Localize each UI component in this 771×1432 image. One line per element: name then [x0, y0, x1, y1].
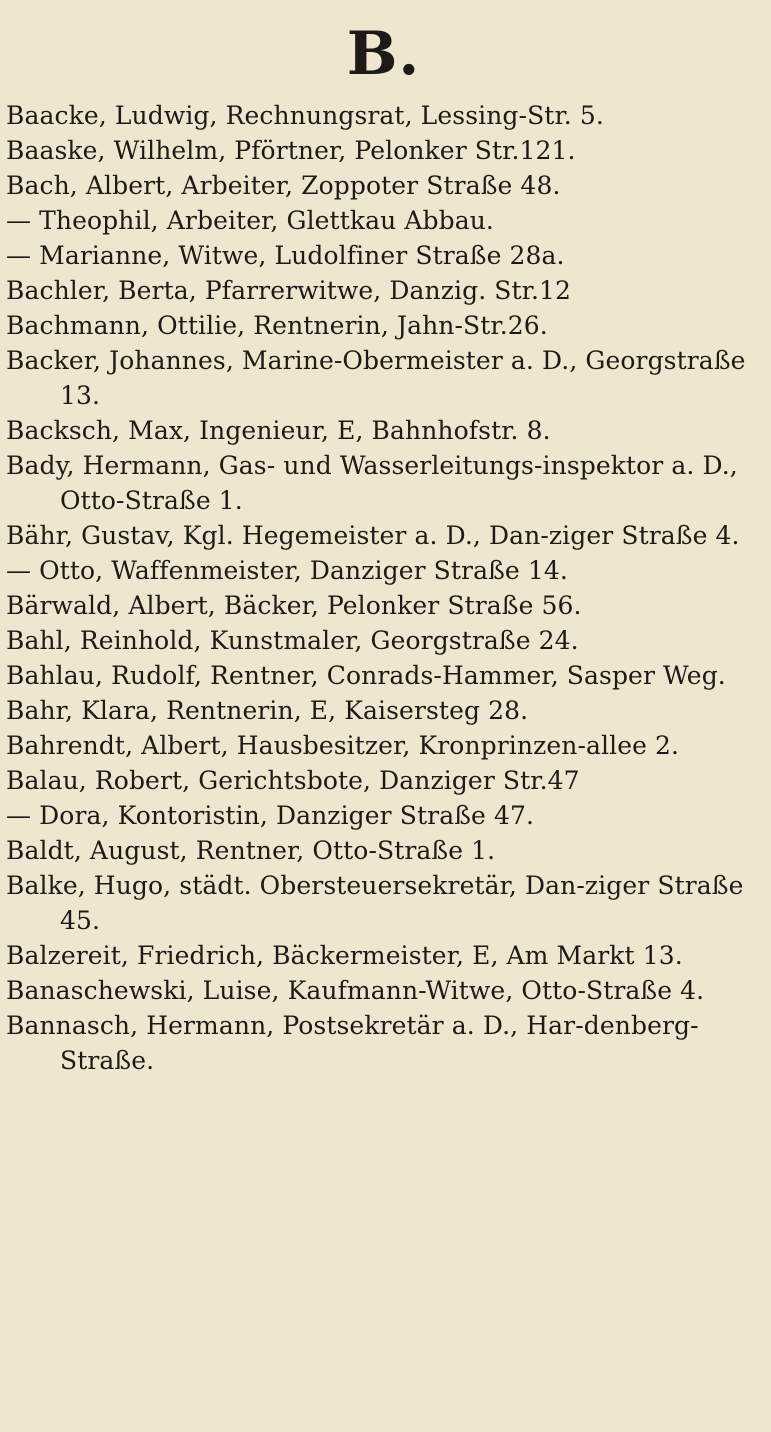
directory-entry: Bahr, Klara, Rentnerin, E, Kaisersteg 28.	[6, 696, 529, 725]
directory-entry: Bähr, Gustav, Kgl. Hegemeister a. D., Dan-ziger Straße 4.	[6, 521, 740, 550]
directory-entry: — Otto, Waffenmeister, Danziger Straße 14.	[6, 556, 568, 585]
directory-entry: — Marianne, Witwe, Ludolfiner Straße 28a.	[6, 241, 565, 270]
directory-entry: Balzereit, Friedrich, Bäckermeister, E, Am Markt 13.	[6, 941, 683, 970]
section-letter-heading: B.	[346, 19, 421, 89]
directory-entry: Bahl, Reinhold, Kunstmaler, Georgstraße 24.	[6, 626, 579, 655]
directory-entry: — Dora, Kontoristin, Danziger Straße 47.	[6, 801, 534, 830]
directory-entry: — Theophil, Arbeiter, Glettkau Abbau.	[6, 206, 494, 235]
directory-entry: Bahrendt, Albert, Hausbesitzer, Kronprinzen-allee 2.	[6, 731, 680, 760]
directory-entry: Baldt, August, Rentner, Otto-Straße 1.	[6, 836, 496, 865]
directory-entry: Bärwald, Albert, Bäcker, Pelonker Straße 56.	[6, 591, 582, 620]
cut-off-next-line	[70, 1420, 731, 1432]
directory-entries	[6, 98, 761, 1078]
directory-entry: Baaske, Wilhelm, Pförtner, Pelonker Str.121.	[6, 136, 576, 165]
directory-entry: Bachmann, Ottilie, Rentnerin, Jahn-Str.26.	[6, 311, 548, 340]
directory-entry: Backsch, Max, Ingenieur, E, Bahnhofstr. 8.	[6, 416, 551, 445]
directory-entry: Bannasch, Hermann, Postsekretär a. D., Har-denberg-Straße.	[6, 1011, 699, 1075]
directory-entry: Bach, Albert, Arbeiter, Zoppoter Straße 48.	[6, 171, 561, 200]
directory-entry: Bachler, Berta, Pfarrerwitwe, Danzig. Str.12	[6, 276, 572, 305]
directory-entry: Bahlau, Rudolf, Rentner, Conrads-Hammer, Sasper Weg.	[6, 661, 726, 690]
directory-entry: Balau, Robert, Gerichtsbote, Danziger Str.47	[6, 766, 580, 795]
directory-entry: Baacke, Ludwig, Rechnungsrat, Lessing-Str. 5.	[6, 101, 604, 130]
directory-entry: Banaschewski, Luise, Kaufmann-Witwe, Otto-Straße 4.	[6, 976, 705, 1005]
directory-entry: Balke, Hugo, städt. Obersteuersekretär, Dan-ziger Straße 45.	[6, 871, 744, 935]
directory-entry: Bady, Hermann, Gas- und Wasserleitungs-inspektor a. D., Otto-Straße 1.	[6, 451, 738, 515]
directory-entry: Backer, Johannes, Marine-Obermeister a. D., Georgstraße 13.	[6, 346, 746, 410]
